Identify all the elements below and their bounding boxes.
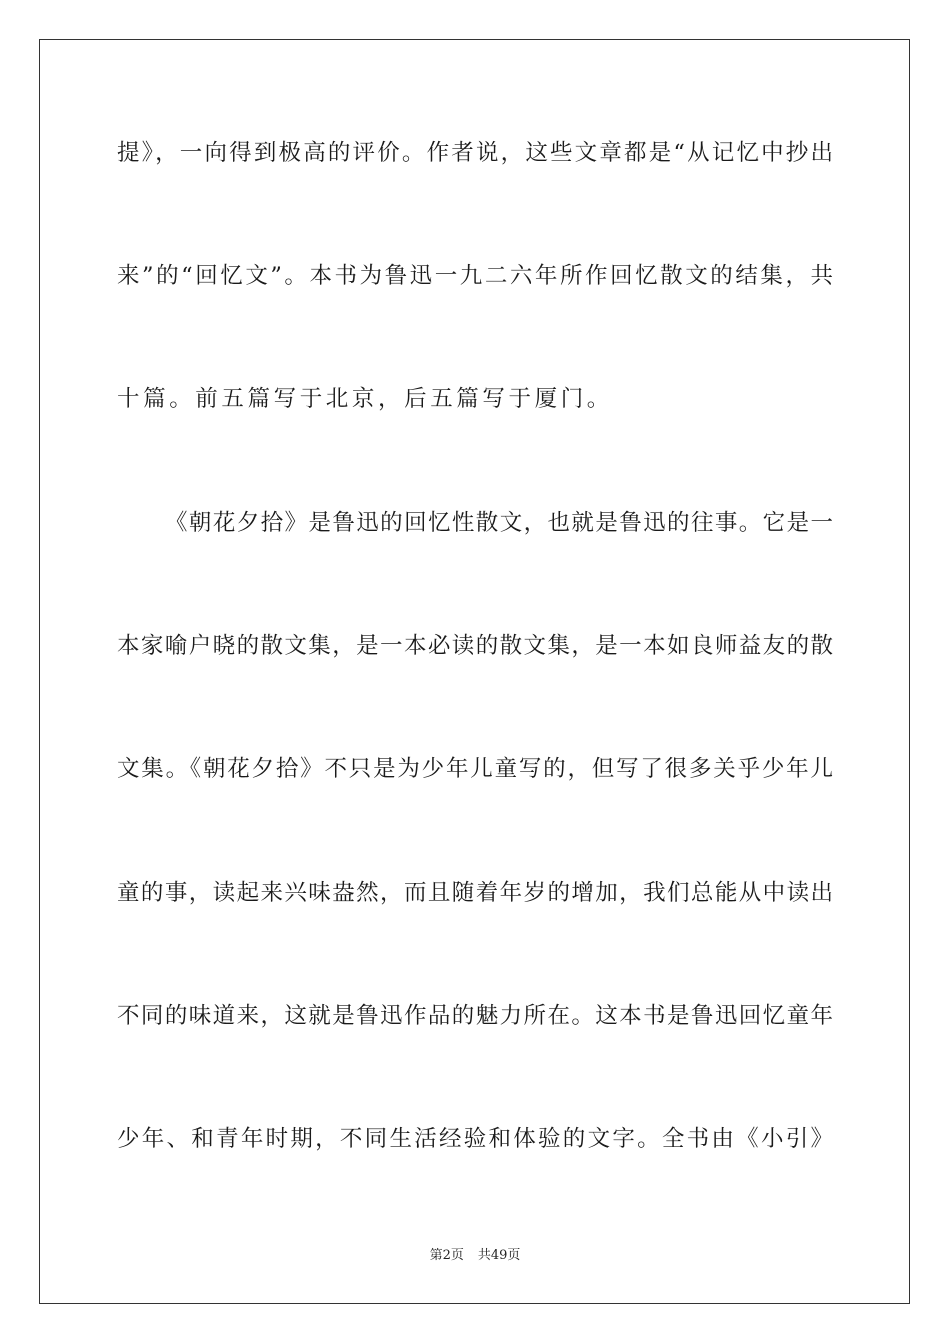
paragraph-2-line-2: 本家喻户晓的散文集，是一本必读的散文集，是一本如良师益友的散 <box>117 633 833 659</box>
page-footer <box>0 1247 950 1265</box>
total-pages: 共49页 <box>477 1248 521 1263</box>
paragraph-1-line-1: 提》，一向得到极高的评价。作者说，这些文章都是“从记忆中抄出 <box>117 140 833 166</box>
paragraph-2-line-5: 不同的味道来，这就是鲁迅作品的魅力所在。这本书是鲁迅回忆童年 <box>117 1003 833 1029</box>
paragraph-1-line-2: 来”的“回忆文”。本书为鲁迅一九二六年所作回忆散文的结集，共 <box>117 263 833 289</box>
page-border <box>39 39 910 1304</box>
paragraph-2-line-4: 童的事，读起来兴味盎然，而且随着年岁的增加，我们总能从中读出 <box>117 880 833 906</box>
paragraph-1-line-3: 十篇。前五篇写于北京，后五篇写于厦门。 <box>117 386 613 412</box>
paragraph-2-line-3: 文集。《朝花夕拾》不只是为少年儿童写的，但写了很多关乎少年儿 <box>117 756 833 782</box>
paragraph-2-line-1: 《朝花夕拾》是鲁迅的回忆性散文，也就是鲁迅的往事。它是一 <box>165 510 833 536</box>
page-number: 第2页 <box>429 1248 464 1263</box>
paragraph-2-line-6: 少年、和青年时期，不同生活经验和体验的文字。全书由《小引》 <box>117 1126 833 1152</box>
